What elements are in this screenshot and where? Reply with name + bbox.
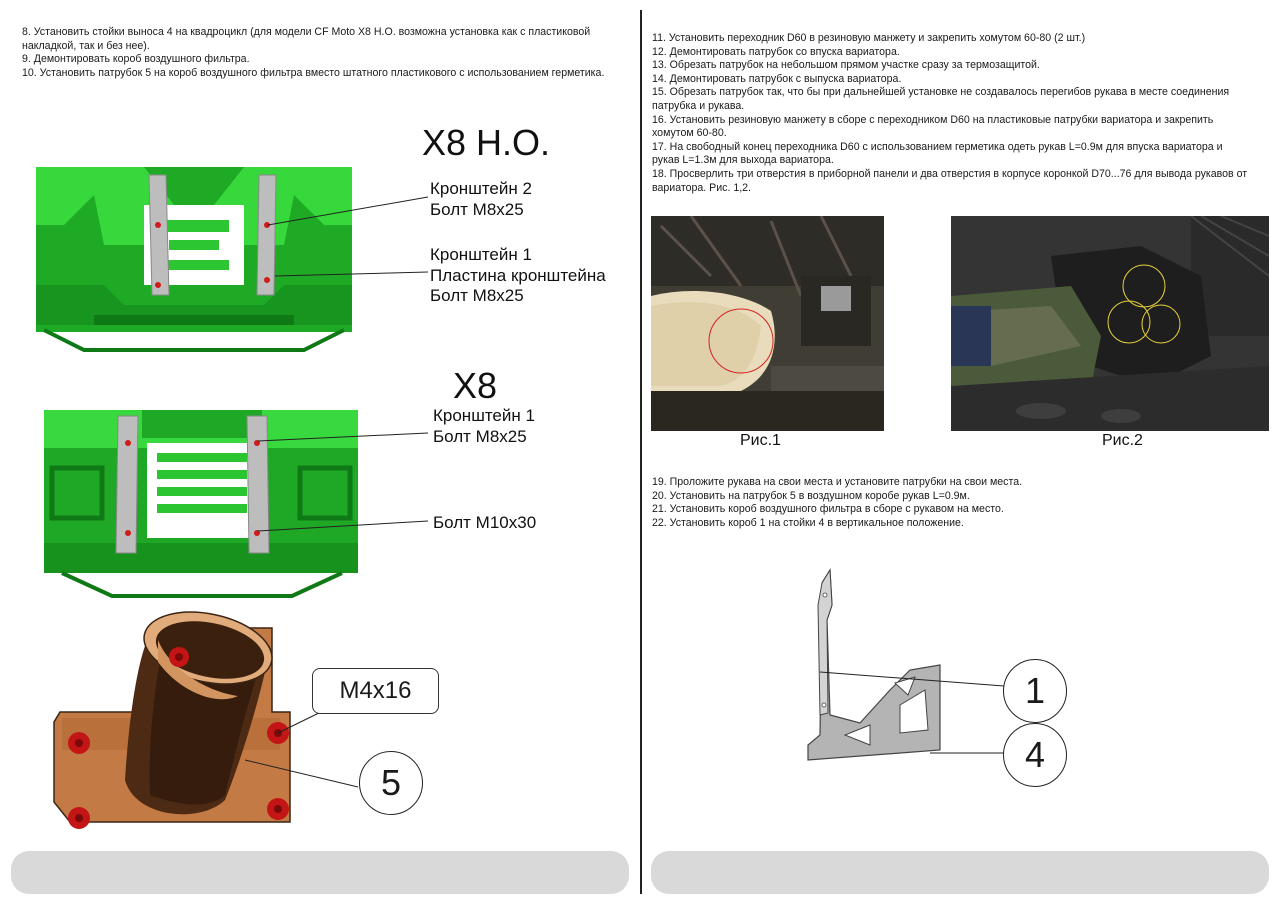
- step-20: 20. Установить на патрубок 5 в воздушном коробе рукав L=0.9м.: [652, 489, 970, 502]
- bolt-label-text: M4x16: [339, 677, 412, 704]
- photo-2: [951, 216, 1269, 431]
- step-18: 18. Просверлить три отверстия в приборной панели и два отверстия в корпусе коронкой D70...76 для вывода рукавов от вариатора. Рис. 1,2.: [652, 167, 1248, 194]
- bolt-icon: [267, 798, 289, 820]
- step-17: 17. На свободный конец переходника D60 с использованием герметика одеть рукав L=0.9м для впуска вариатора и рукав L=1.3м для выхода вариатора.: [652, 140, 1223, 167]
- step-10: 10. Установить патрубок 5 на короб воздушного фильтра вместо штатного пластикового с использованием герметика.: [22, 66, 605, 79]
- photo-1-caption: Рис.1: [740, 432, 781, 449]
- callout-circle-1: [1003, 659, 1067, 723]
- callout-text: Болт M8x25: [430, 286, 524, 305]
- fig4-leader-lines: [640, 500, 1280, 800]
- callout-text: Болт M8x25: [433, 426, 527, 446]
- callout-1-text: 1: [1024, 670, 1046, 711]
- step-15: 15. Обрезать патрубок так, что бы при дальнейшей установке не создавалось перегибов рукава в месте соединения патрубка и рукава.: [652, 86, 1230, 112]
- bolt-label-box: [312, 668, 439, 714]
- step-12: 12. Демонтировать патрубок со впуска вариатора.: [652, 45, 900, 58]
- fig2-leader-lines: [0, 0, 640, 600]
- step-16: 16. Установить резиновую манжету в сборе с переходником D60 на пластиковые патрубки вариатора и закрепить хомутом 60-80.: [652, 113, 1214, 140]
- bolt-icon: [169, 647, 189, 667]
- callout-4-text: 4: [1024, 734, 1046, 775]
- fig2-callout-a: [433, 406, 535, 447]
- step-9: 9. Демонтировать короб воздушного фильтра.: [22, 53, 250, 66]
- right-steps: [652, 32, 1252, 195]
- bolt-icon: [68, 732, 90, 754]
- step-21: 21. Установить короб воздушного фильтра в сборе с рукавом на место.: [652, 503, 1004, 516]
- step-11: 11. Установить переходник D60 в резиновую манжету и закрепить хомутом 60-80 (2 шт.): [652, 32, 1086, 44]
- step-8: 8. Установить стойки выноса 4 на квадроцикл (для модели CF Moto X8 H.O. возможна установка как с пластиковой накладкой, так и без нее).: [22, 26, 591, 52]
- part-number-text: 5: [380, 762, 402, 803]
- step-22: 22. Установить короб 1 на стойки 4 в вертикальное положение.: [652, 516, 964, 529]
- photo-1: [651, 216, 884, 431]
- photo-2-caption: Рис.2: [1102, 432, 1143, 449]
- callout-circle-4: [1003, 723, 1067, 787]
- callout-text: Кронштейн 1: [433, 406, 535, 425]
- callout-text: Кронштейн 2: [430, 179, 532, 198]
- callout-text: Болт M8x25: [430, 199, 524, 219]
- fig1-title: X8 H.O.: [422, 122, 551, 163]
- footer-bar-left: [11, 851, 629, 894]
- bolt-icon: [68, 807, 90, 829]
- callout-text: Кронштейн 1: [430, 245, 532, 264]
- step-19: 19. Проложите рукава на свои места и установите патрубки на свои места.: [652, 476, 1023, 488]
- fig2-callout-b: Болт M10x30: [433, 513, 537, 532]
- footer-bar-right: [651, 851, 1269, 894]
- part-number-circle: [359, 751, 423, 815]
- step-13: 13. Обрезать патрубок на небольшом прямом участке сразу за термозащитой.: [652, 59, 1040, 72]
- fig2-title: X8: [453, 365, 498, 406]
- callout-text: Пластина кронштейна: [430, 265, 606, 285]
- step-14: 14. Демонтировать патрубок с выпуска вариатора.: [652, 72, 902, 85]
